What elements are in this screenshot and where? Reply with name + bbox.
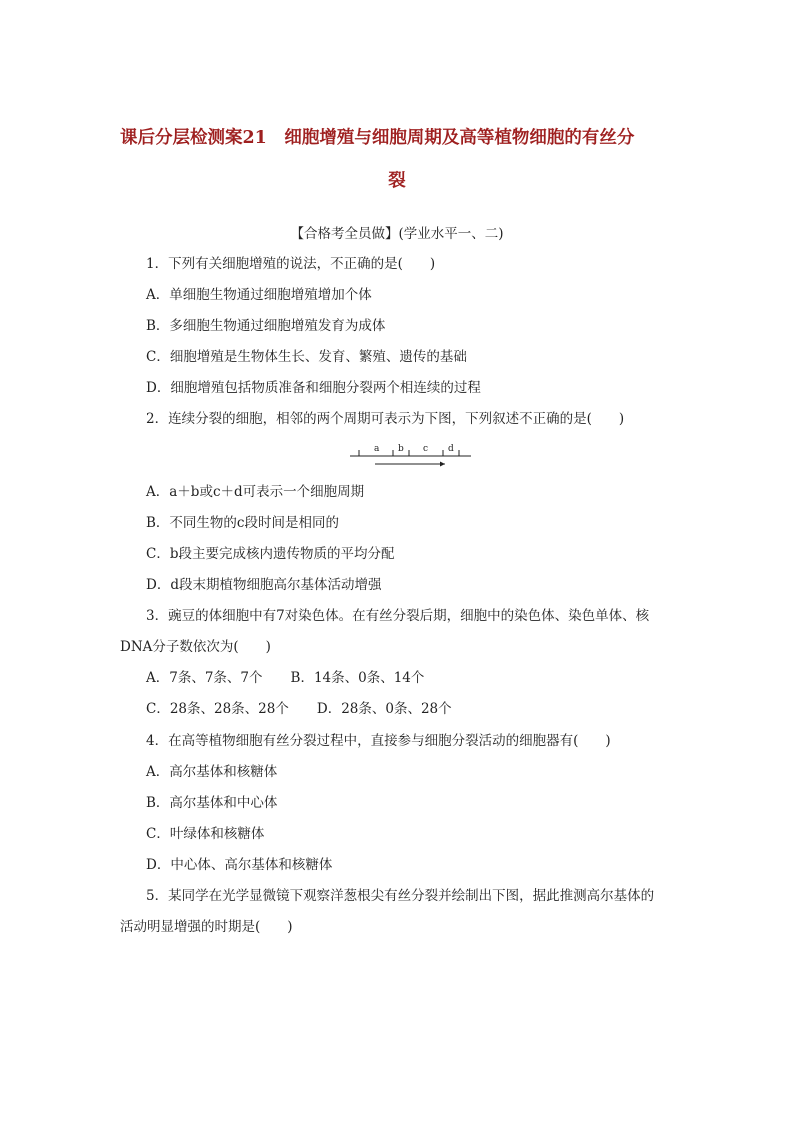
question-1-option-b: B．多细胞生物通过细胞增殖发育为成体 <box>146 318 386 334</box>
timeline-label-a: a <box>374 444 380 454</box>
question-2-stem: 2．连续分裂的细胞，相邻的两个周期可表示为下图，下列叙述不正确的是( ) <box>146 411 625 427</box>
question-4-option-b: B．高尔基体和中心体 <box>146 795 278 811</box>
question-2-option-d: D．d段末期植物细胞高尔基体活动增强 <box>146 577 382 593</box>
document-title-line2: 裂 <box>388 171 406 191</box>
question-3-options-cd <box>146 700 452 718</box>
question-3-stem-continued: DNA分子数依次为( ) <box>120 639 271 655</box>
question-4-option-c: C．叶绿体和核糖体 <box>146 826 265 842</box>
question-4-option-d: D．中心体、高尔基体和核糖体 <box>146 857 333 873</box>
question-2-option-a: A．a＋b或c＋d可表示一个细胞周期 <box>146 484 365 500</box>
timeline-label-c: c <box>423 444 429 454</box>
question-2-option-b: B．不同生物的c段时间是相同的 <box>146 515 339 531</box>
question-3-option-a: A．7条、7条、7个 <box>146 670 263 686</box>
question-1-stem: 1．下列有关细胞增殖的说法，不正确的是( ) <box>146 256 436 272</box>
question-2-option-c: C．b段主要完成核内遗传物质的平均分配 <box>146 546 395 562</box>
question-5-stem-continued: 活动明显增强的时期是( ) <box>120 919 293 935</box>
question-3-option-b: B．14条、0条、14个 <box>290 670 425 686</box>
question-3-options-ab <box>146 669 424 687</box>
document-title-line1: 课后分层检测案21 细胞增殖与细胞周期及高等植物细胞的有丝分 <box>120 128 635 148</box>
timeline-label-b: b <box>398 444 404 454</box>
question-1-option-a: A．单细胞生物通过细胞增殖增加个体 <box>146 287 372 303</box>
question-3-stem: 3．豌豆的体细胞中有7对染色体。在有丝分裂后期，细胞中的染色体、染色单体、核 <box>146 608 650 624</box>
question-4-stem: 4．在高等植物细胞有丝分裂过程中，直接参与细胞分裂活动的细胞器有( ) <box>146 733 611 749</box>
cell-cycle-timeline-diagram <box>345 440 475 478</box>
question-4-option-a: A．高尔基体和核糖体 <box>146 764 278 780</box>
question-5-stem: 5．某同学在光学显微镜下观察洋葱根尖有丝分裂并绘制出下图，据此推测高尔基体的 <box>146 888 655 904</box>
question-1-option-c: C．细胞增殖是生物体生长、发育、繁殖、遗传的基础 <box>146 349 467 365</box>
question-3-option-d: D．28条、0条、28个 <box>316 701 452 717</box>
question-3-option-c: C．28条、28条、28个 <box>146 701 289 717</box>
timeline-label-d: d <box>448 444 454 454</box>
question-1-option-d: D．细胞增殖包括物质准备和细胞分裂两个相连续的过程 <box>146 380 481 396</box>
section-heading: 【合格考全员做】(学业水平一、二) <box>290 226 504 242</box>
